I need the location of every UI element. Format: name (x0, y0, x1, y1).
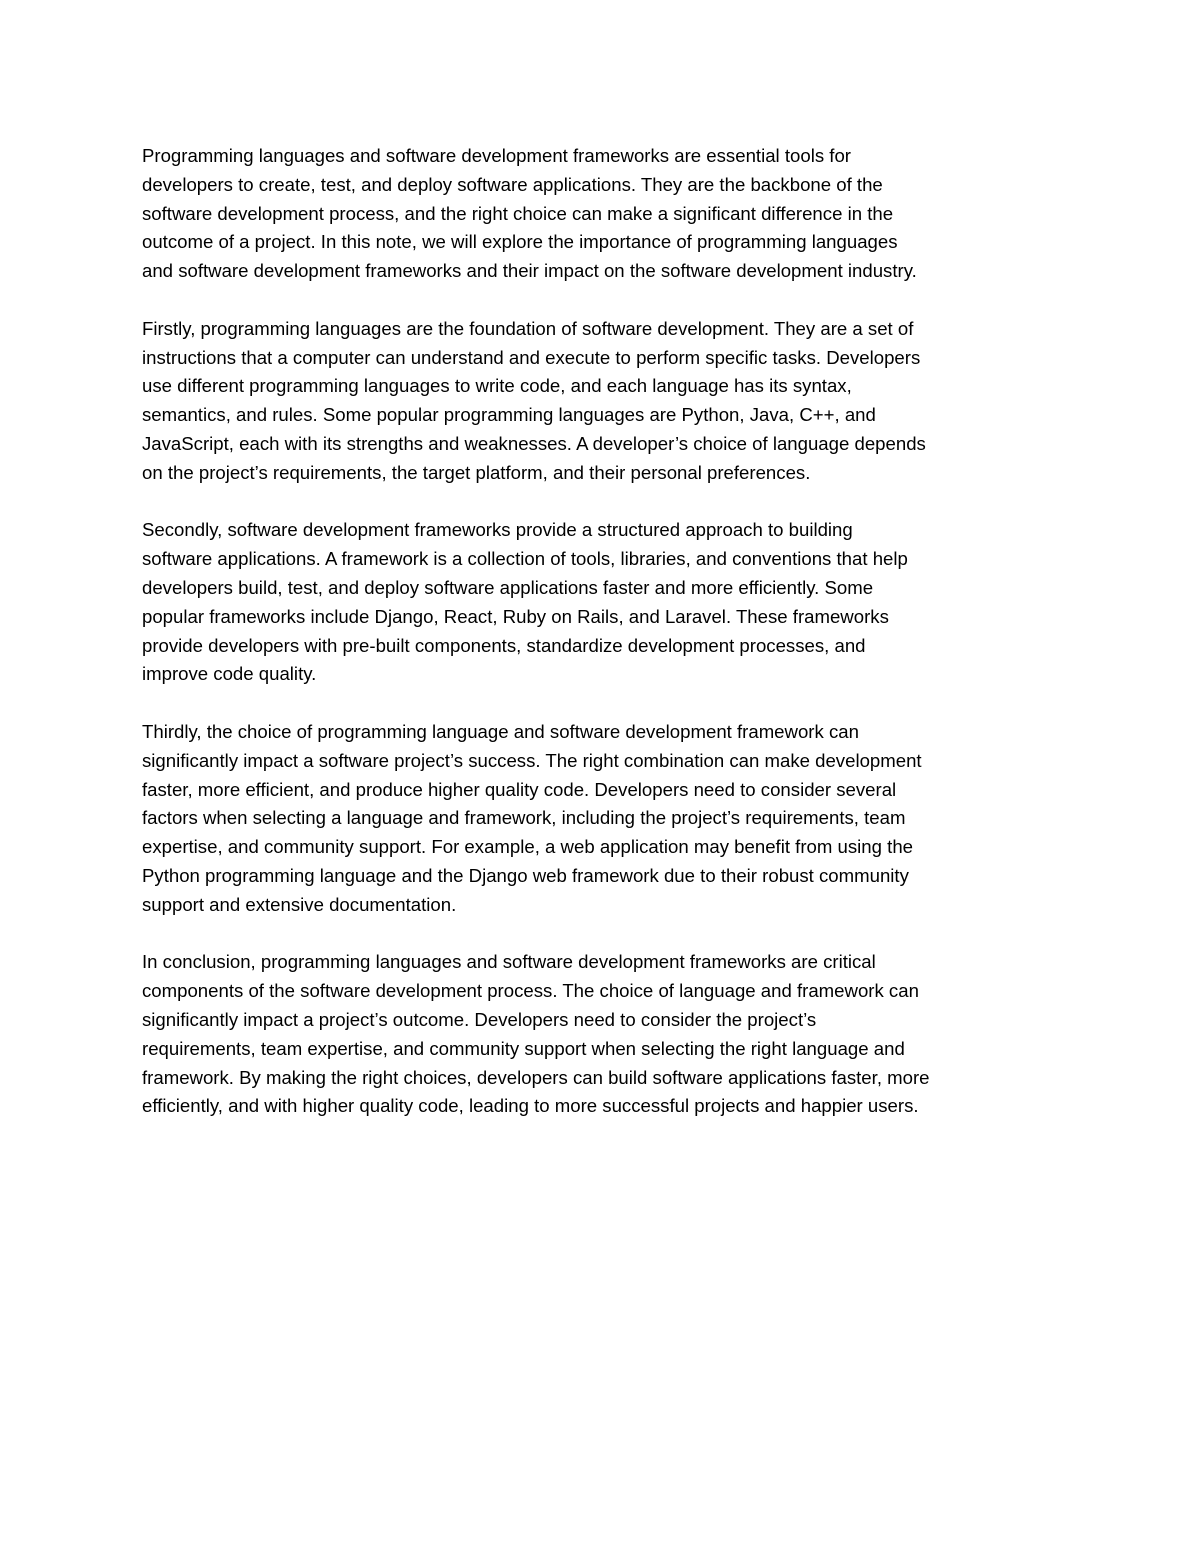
paragraph-line: Python programming language and the Django web framework due to their robust community (142, 864, 909, 886)
paragraph-line: on the project’s requirements, the target platform, and their personal preferences. (142, 461, 811, 483)
paragraph-line: Firstly, programming languages are the foundation of software development. They are a set of (142, 317, 914, 339)
paragraph-5 (142, 948, 1072, 1121)
paragraph-line: framework. By making the right choices, developers can build software applications faster, more (142, 1066, 930, 1088)
paragraph-line: use different programming languages to write code, and each language has its syntax, (142, 375, 852, 397)
paragraph-line: Programming languages and software development frameworks are essential tools for (142, 145, 851, 166)
paragraph-line: and software development frameworks and their impact on the software development industry. (142, 260, 917, 282)
document-body (142, 142, 1072, 1150)
paragraph-line: efficiently, and with higher quality code, leading to more successful projects and happier users. (142, 1095, 919, 1117)
paragraph-2 (142, 315, 1072, 488)
paragraph-line: Thirdly, the choice of programming language and software development framework can (142, 720, 859, 742)
paragraph-line: improve code quality. (142, 663, 317, 685)
paragraph-line: instructions that a computer can understand and execute to perform specific tasks. Developers (142, 346, 921, 368)
paragraph-line: popular frameworks include Django, React, Ruby on Rails, and Laravel. These frameworks (142, 605, 889, 627)
paragraph-line: Secondly, software development frameworks provide a structured approach to building (142, 519, 853, 541)
paragraph-line: outcome of a project. In this note, we will explore the importance of programming languages (142, 231, 898, 253)
paragraph-line: components of the software development process. The choice of language and framework can (142, 980, 919, 1002)
paragraph-line: significantly impact a project’s outcome. Developers need to consider the project’s (142, 1008, 817, 1030)
paragraph-line: factors when selecting a language and framework, including the project’s requirements, team (142, 807, 906, 829)
paragraph-4 (142, 718, 1072, 920)
paragraph-line: expertise, and community support. For example, a web application may benefit from using the (142, 836, 913, 858)
paragraph-line: software applications. A framework is a collection of tools, libraries, and conventions that help (142, 548, 908, 570)
paragraph-line: semantics, and rules. Some popular programming languages are Python, Java, C++, and (142, 404, 876, 426)
paragraph-line: software development process, and the right choice can make a significant difference in the (142, 202, 894, 224)
paragraph-line: faster, more efficient, and produce higher quality code. Developers need to consider several (142, 778, 897, 800)
paragraph-line: developers to create, test, and deploy software applications. They are the backbone of the (142, 173, 883, 195)
paragraph-line: requirements, team expertise, and community support when selecting the right language and (142, 1037, 905, 1059)
paragraph-line: developers build, test, and deploy software applications faster and more efficiently. Some (142, 576, 874, 598)
paragraph-line: JavaScript, each with its strengths and weaknesses. A developer’s choice of language depends (142, 432, 926, 454)
paragraph-3 (142, 516, 1072, 689)
paragraph-line: significantly impact a software project’s success. The right combination can make development (142, 749, 922, 771)
paragraph-line: provide developers with pre-built components, standardize development processes, and (142, 634, 866, 656)
paragraph-line: support and extensive documentation. (142, 893, 457, 915)
paragraph-line: In conclusion, programming languages and software development frameworks are critical (142, 951, 876, 973)
paragraph-1 (142, 142, 1072, 286)
